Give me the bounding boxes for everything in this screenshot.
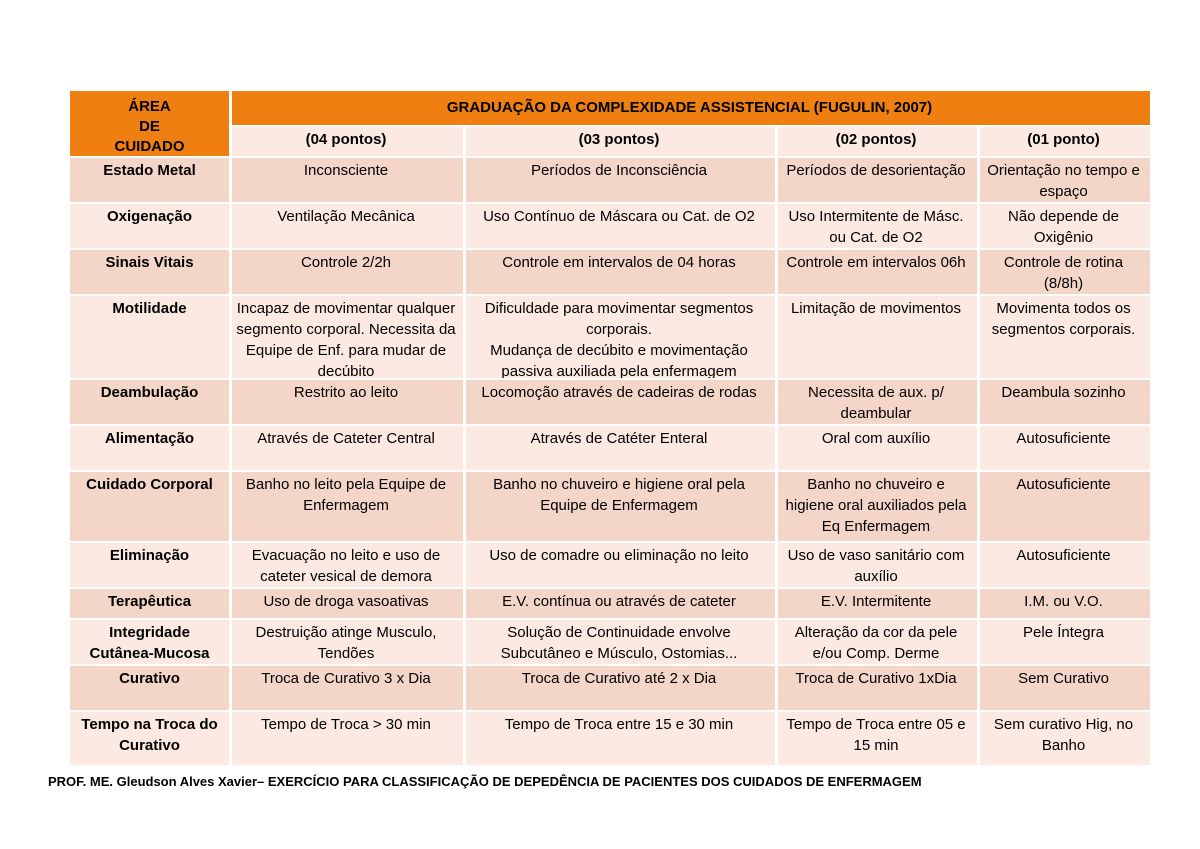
points-1-header: (01 ponto) (977, 125, 1150, 156)
row-area-label: Integridade Cutânea-Mucosa (70, 618, 229, 664)
footer-caption: PROF. ME. Gleudson Alves Xavier– EXERCÍCIO PARA CLASSIFICAÇÃO DE DEPEDÊNCIA DE PACIENTES DOS CUIDADOS DE ENFERMAGEM (48, 774, 922, 789)
points-4-header: (04 pontos) (229, 125, 463, 156)
row-area-label: Sinais Vitais (70, 248, 229, 294)
cell-1-point: Controle de rotina (8/8h) (977, 248, 1150, 294)
cell-3-points: Uso Contínuo de Máscara ou Cat. de O2 (463, 202, 775, 248)
cell-1-point: Não depende de Oxigênio (977, 202, 1150, 248)
cell-1-point: Autosuficiente (977, 470, 1150, 541)
cell-4-points: Banho no leito pela Equipe de Enfermagem (229, 470, 463, 541)
table-title: GRADUAÇÃO DA COMPLEXIDADE ASSISTENCIAL (FUGULIN, 2007) (229, 91, 1150, 125)
cell-2-points: Tempo de Troca entre 05 e 15 min (775, 710, 977, 765)
cell-1-point: Sem Curativo (977, 664, 1150, 710)
cell-3-points: Banho no chuveiro e higiene oral pela Equipe de Enfermagem (463, 470, 775, 541)
cell-2-points: Alteração da cor da pele e/ou Comp. Derme (775, 618, 977, 664)
cell-3-points: E.V. contínua ou através de cateter (463, 587, 775, 618)
cell-3-points: Através de Catéter Enteral (463, 424, 775, 470)
cell-2-points: Limitação de movimentos (775, 294, 977, 378)
cell-4-points: Inconsciente (229, 156, 463, 202)
cell-3-points: Tempo de Troca entre 15 e 30 min (463, 710, 775, 765)
cell-1-point: Sem curativo Hig, no Banho (977, 710, 1150, 765)
area-header: ÁREA DE CUIDADO (70, 91, 229, 156)
cell-4-points: Através de Cateter Central (229, 424, 463, 470)
cell-3-points: Controle em intervalos de 04 horas (463, 248, 775, 294)
cell-3-points: Locomoção através de cadeiras de rodas (463, 378, 775, 424)
cell-1-point: Autosuficiente (977, 424, 1150, 470)
cell-4-points: Troca de Curativo 3 x Dia (229, 664, 463, 710)
cell-3-points: Solução de Continuidade envolve Subcutâneo e Músculo, Ostomias... (463, 618, 775, 664)
cell-4-points: Uso de droga vasoativas (229, 587, 463, 618)
row-area-label: Deambulação (70, 378, 229, 424)
cell-3-points: Troca de Curativo até 2 x Dia (463, 664, 775, 710)
cell-1-point: I.M. ou V.O. (977, 587, 1150, 618)
cell-2-points: Períodos de desorientação (775, 156, 977, 202)
fugulin-table (70, 91, 1150, 773)
cell-3-points: Períodos de Inconsciência (463, 156, 775, 202)
cell-4-points: Tempo de Troca > 30 min (229, 710, 463, 765)
cell-2-points: Uso Intermitente de Másc. ou Cat. de O2 (775, 202, 977, 248)
cell-2-points: Banho no chuveiro e higiene oral auxiliados pela Eq Enfermagem (775, 470, 977, 541)
row-area-label: Cuidado Corporal (70, 470, 229, 541)
cell-2-points: E.V. Intermitente (775, 587, 977, 618)
cell-2-points: Controle em intervalos 06h (775, 248, 977, 294)
points-3-header: (03 pontos) (463, 125, 775, 156)
row-area-label: Alimentação (70, 424, 229, 470)
row-area-label: Curativo (70, 664, 229, 710)
cell-4-points: Ventilação Mecânica (229, 202, 463, 248)
row-area-label: Eliminação (70, 541, 229, 587)
cell-3-points: Dificuldade para movimentar segmentos corporais. Mudança de decúbito e movimentação passiva auxiliada pela enfermagem (463, 294, 775, 378)
cell-4-points: Destruição atinge Musculo, Tendões (229, 618, 463, 664)
row-area-label: Estado Metal (70, 156, 229, 202)
row-area-label: Motilidade (70, 294, 229, 378)
cell-2-points: Necessita de aux. p/ deambular (775, 378, 977, 424)
cell-2-points: Troca de Curativo 1xDia (775, 664, 977, 710)
cell-4-points: Restrito ao leito (229, 378, 463, 424)
cell-1-point: Orientação no tempo e espaço (977, 156, 1150, 202)
row-area-label: Terapêutica (70, 587, 229, 618)
cell-4-points: Evacuação no leito e uso de cateter vesical de demora (229, 541, 463, 587)
cell-4-points: Controle 2/2h (229, 248, 463, 294)
cell-1-point: Deambula sozinho (977, 378, 1150, 424)
row-area-label: Oxigenação (70, 202, 229, 248)
points-2-header: (02 pontos) (775, 125, 977, 156)
row-area-label: Tempo na Troca do Curativo (70, 710, 229, 765)
cell-1-point: Movimenta todos os segmentos corporais. (977, 294, 1150, 378)
cell-1-point: Autosuficiente (977, 541, 1150, 587)
cell-2-points: Oral com auxílio (775, 424, 977, 470)
cell-1-point: Pele Íntegra (977, 618, 1150, 664)
cell-3-points: Uso de comadre ou eliminação no leito (463, 541, 775, 587)
cell-4-points: Incapaz de movimentar qualquer segmento corporal. Necessita da Equipe de Enf. para mudar de decúbito (229, 294, 463, 378)
cell-2-points: Uso de vaso sanitário com auxílio (775, 541, 977, 587)
